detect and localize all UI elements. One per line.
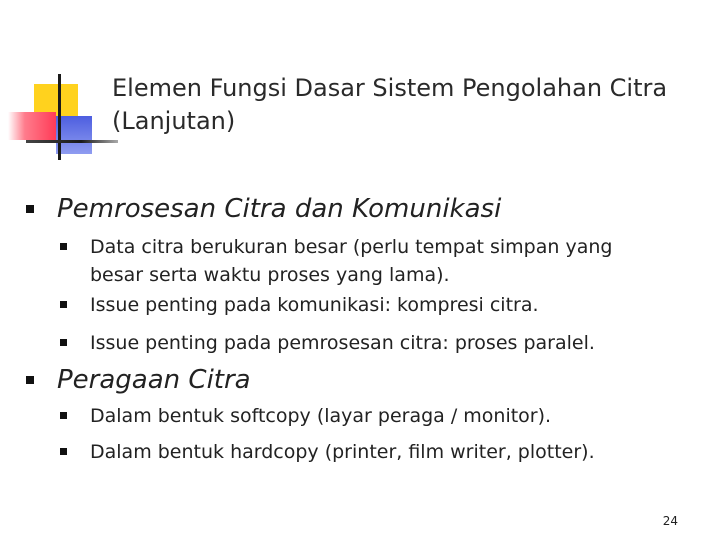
list-item [60,329,680,357]
square-bullet-icon [60,448,67,455]
blue-square-shape [56,116,92,154]
horizontal-line-shape [26,140,118,143]
list-item-text: Data citra berukuran besar (perlu tempat simpan yang besar serta waktu proses yang lama). [90,236,613,286]
list-item-text: Dalam bentuk hardcopy (printer, film writer, plotter). [90,441,595,463]
list-item-text: Dalam bentuk softcopy (layar peraga / monitor). [90,405,552,427]
list-item-text: Issue penting pada pemrosesan citra: proses paralel. [90,332,595,354]
decorative-logo-icon [0,0,120,170]
list-item [60,233,660,289]
square-bullet-icon [26,205,34,213]
list-item-text: Issue penting pada komunikasi: kompresi citra. [90,294,539,316]
list-item [60,438,700,466]
list-item [60,291,660,319]
slide-title: Elemen Fungsi Dasar Sistem Pengolahan Citra (Lanjutan) [112,74,668,135]
list-item [60,402,680,430]
section-heading-text: Peragaan Citra [57,365,251,395]
section-heading-text: Pemrosesan Citra dan Komunikasi [57,194,502,224]
square-bullet-icon [26,376,34,384]
section-heading [26,193,686,225]
square-bullet-icon [60,243,67,250]
square-bullet-icon [60,412,67,419]
page-number: 24 [662,514,678,528]
red-bar-shape [8,112,56,140]
square-bullet-icon [60,339,67,346]
square-bullet-icon [60,301,67,308]
vertical-line-shape [58,74,61,160]
section-heading [26,364,686,396]
